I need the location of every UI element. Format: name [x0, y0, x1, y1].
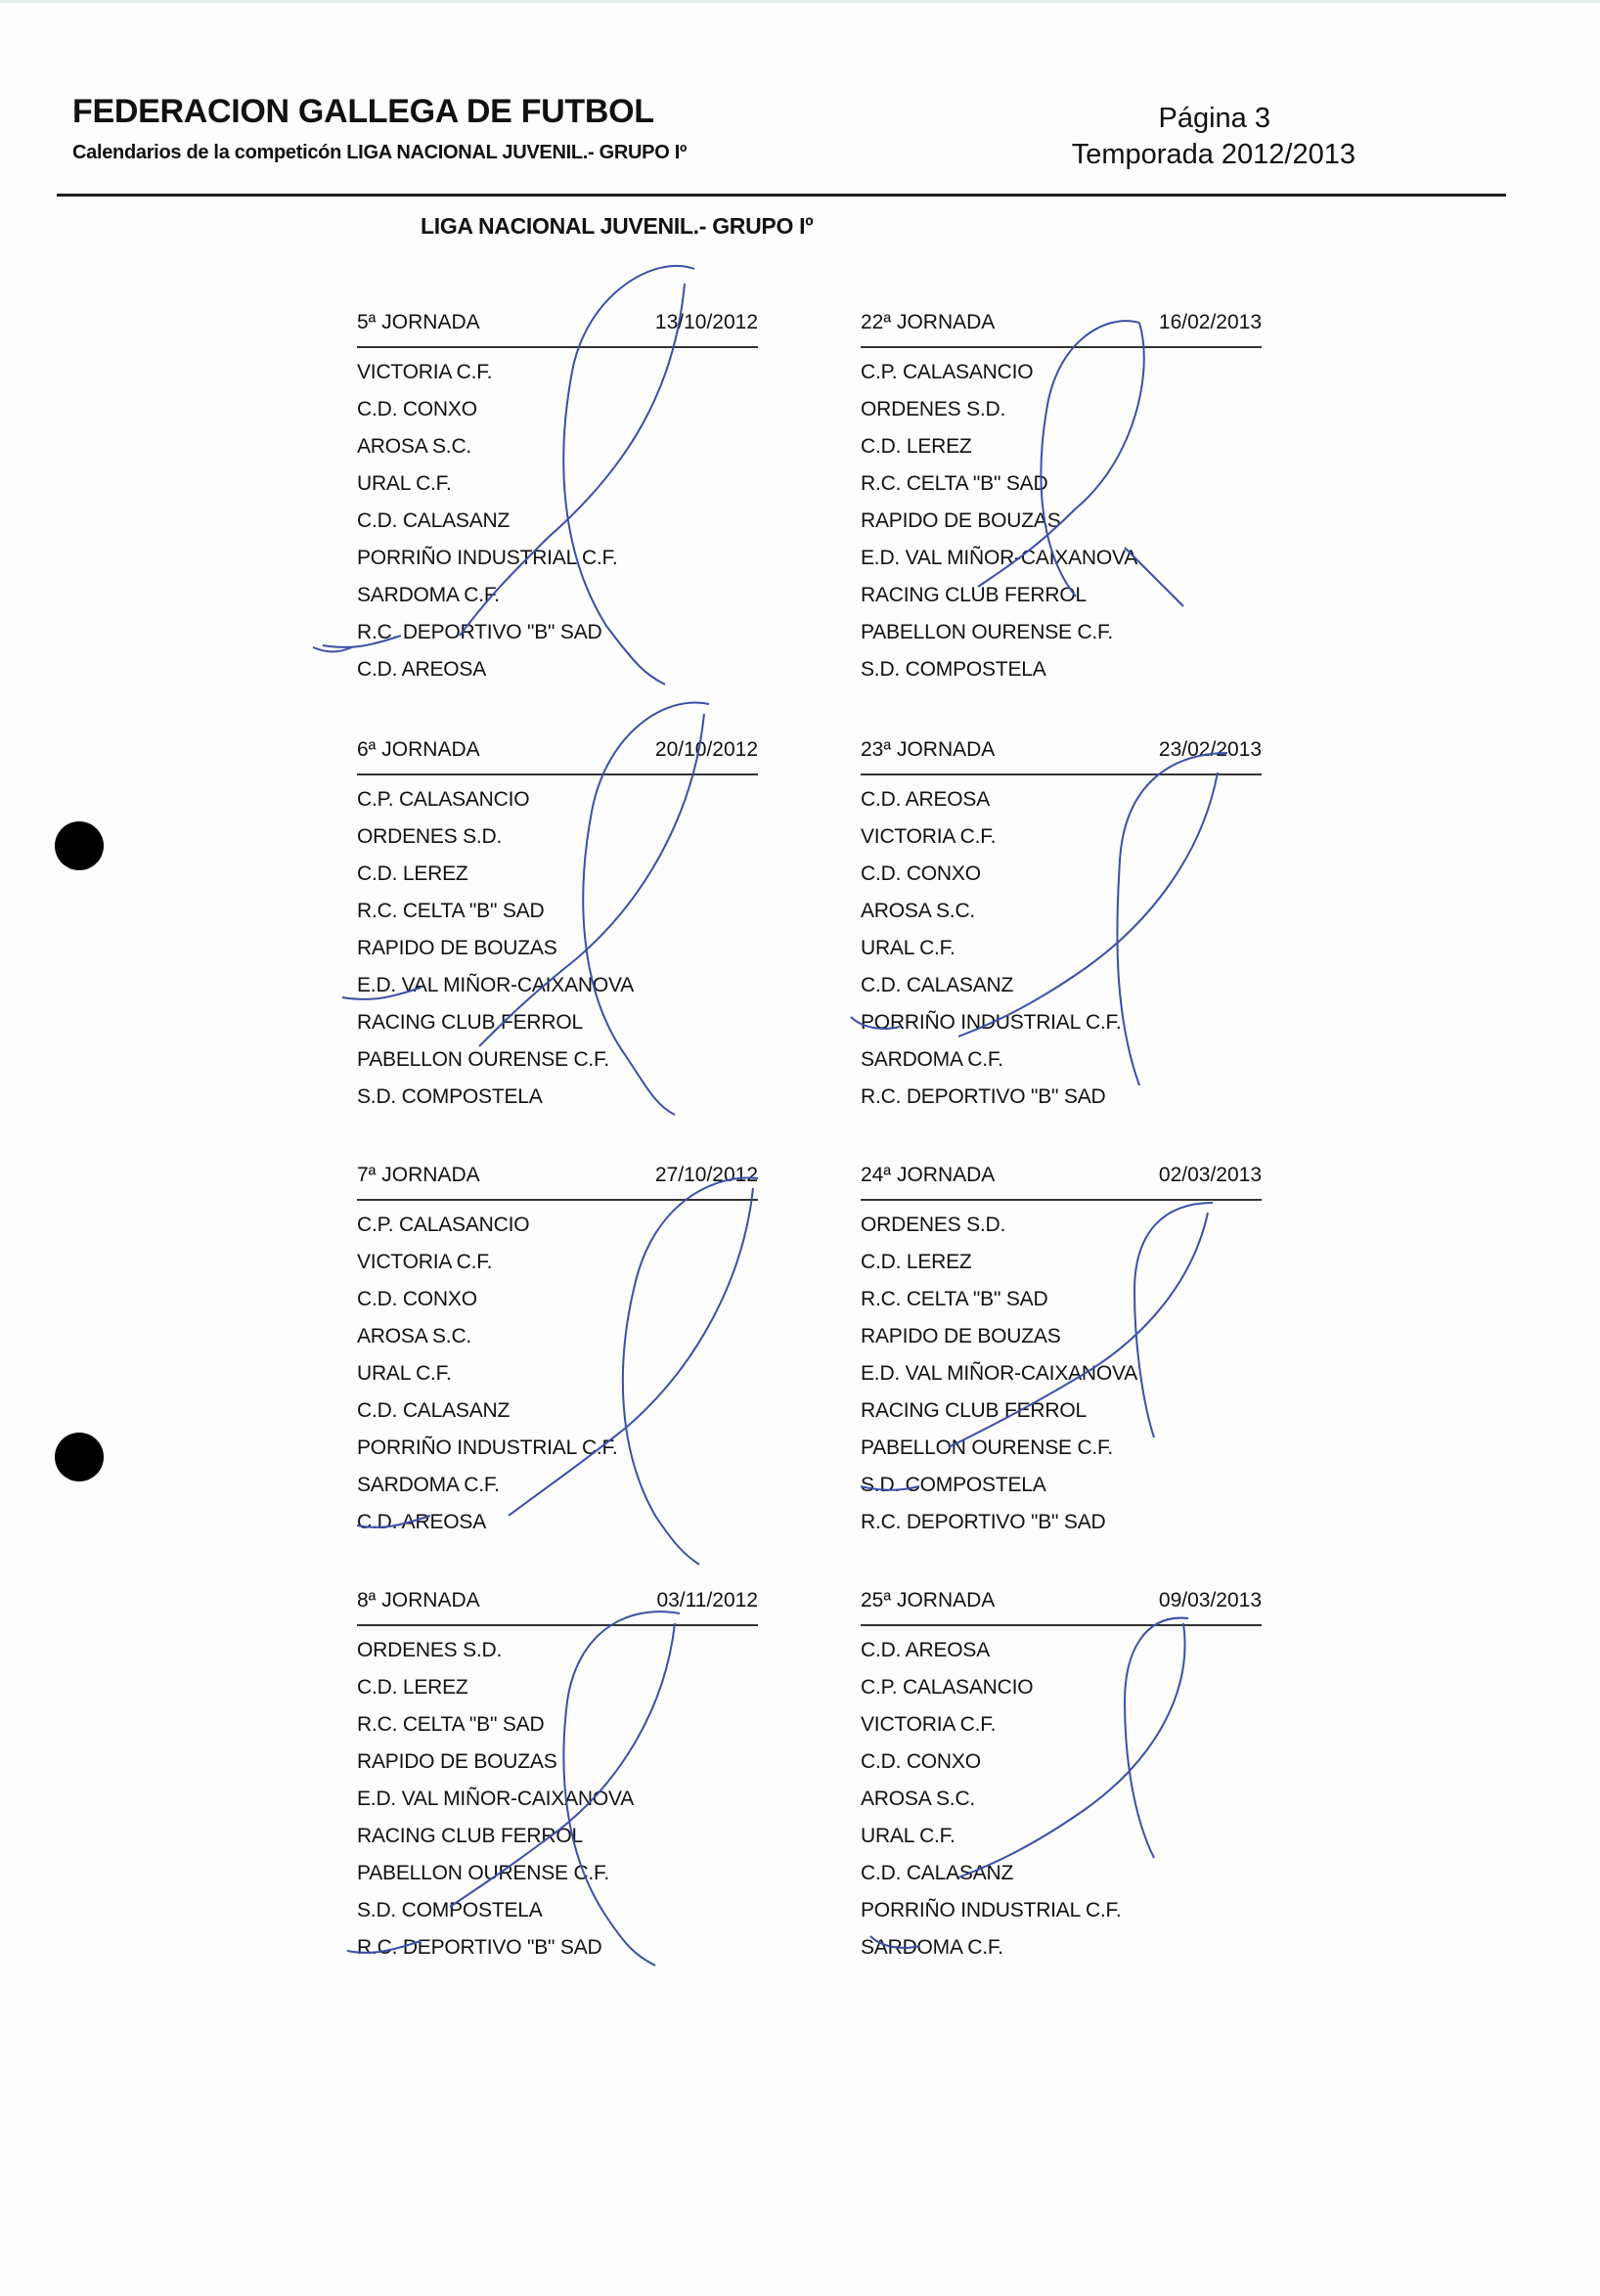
team-entry: PABELLON OURENSE C.F.	[861, 1436, 1113, 1459]
header-divider	[57, 194, 1506, 197]
team-entry: C.P. CALASANCIO	[357, 788, 530, 811]
team-entry: PORRIÑO INDUSTRIAL C.F.	[357, 1436, 618, 1459]
team-entry: E.D. VAL MIÑOR-CAIXANOVA	[861, 547, 1138, 569]
team-entry: E.D. VAL MIÑOR-CAIXANOVA	[861, 1362, 1138, 1385]
team-entry: C.D. CALASANZ	[861, 1862, 1014, 1884]
team-entry: C.D. CALASANZ	[357, 509, 511, 532]
round-divider	[861, 346, 1262, 348]
round-date: 20/10/2012	[654, 738, 758, 761]
team-entry: RACING CLUB FERROL	[357, 1011, 583, 1034]
team-entry: R.C. DEPORTIVO "B" SAD	[357, 1936, 602, 1959]
season-label: Temporada 2012/2013	[1071, 139, 1356, 170]
team-entry: C.D. CALASANZ	[357, 1399, 511, 1422]
team-entry: SARDOMA C.F.	[357, 584, 500, 606]
team-entry: RACING CLUB FERROL	[357, 1825, 583, 1847]
team-entry: AROSA S.C.	[357, 435, 472, 458]
team-entry: RAPIDO DE BOUZAS	[861, 1325, 1061, 1347]
round-name: 25ª JORNADA	[861, 1589, 996, 1612]
signature-stroke	[313, 647, 352, 652]
round-date: 23/02/2013	[1158, 738, 1262, 761]
team-entry: URAL C.F.	[861, 937, 956, 959]
team-entry: R.C. CELTA "B" SAD	[861, 472, 1048, 495]
team-entry: R.C. DEPORTIVO "B" SAD	[357, 621, 602, 643]
team-entry: PORRIÑO INDUSTRIAL C.F.	[861, 1011, 1122, 1034]
team-entry: C.D. CONXO	[861, 1750, 981, 1773]
team-entry: C.D. AREOSA	[357, 658, 487, 681]
document-header	[72, 93, 1510, 181]
round-header	[357, 1164, 758, 1193]
team-entry: C.D. LEREZ	[357, 862, 468, 885]
team-entry: URAL C.F.	[357, 472, 452, 495]
team-entry: URAL C.F.	[357, 1362, 452, 1385]
team-entry: S.D. COMPOSTELA	[861, 1474, 1046, 1496]
team-entry: C.D. CALASANZ	[861, 974, 1014, 996]
round-date: 27/10/2012	[654, 1164, 758, 1186]
team-entry: SARDOMA C.F.	[861, 1936, 1003, 1959]
round-date: 13/10/2012	[654, 311, 758, 333]
round-header	[861, 738, 1262, 768]
team-entry: R.C. CELTA "B" SAD	[357, 900, 545, 922]
team-entry: PORRIÑO INDUSTRIAL C.F.	[357, 547, 618, 569]
team-entry: C.D. AREOSA	[861, 788, 991, 811]
team-entry: C.P. CALASANCIO	[861, 361, 1034, 383]
round-divider	[357, 346, 758, 348]
team-entry: PABELLON OURENSE C.F.	[861, 621, 1113, 643]
team-entry: ORDENES S.D.	[861, 1214, 1006, 1236]
round-date: 16/02/2013	[1158, 311, 1262, 333]
round-name: 7ª JORNADA	[357, 1164, 480, 1186]
team-entry: VICTORIA C.F.	[357, 361, 493, 383]
team-entry: URAL C.F.	[861, 1825, 956, 1847]
round-divider	[861, 1199, 1262, 1201]
team-entry: PABELLON OURENSE C.F.	[357, 1862, 609, 1884]
team-entry: AROSA S.C.	[861, 900, 976, 922]
team-entry: C.D. LEREZ	[861, 435, 972, 458]
round-divider	[357, 1624, 758, 1626]
punch-hole	[55, 1433, 104, 1481]
team-entry: C.P. CALASANCIO	[861, 1676, 1034, 1699]
team-entry: RAPIDO DE BOUZAS	[357, 1750, 557, 1773]
team-entry: R.C. DEPORTIVO "B" SAD	[861, 1085, 1106, 1108]
round-block	[357, 311, 758, 688]
round-block	[357, 738, 758, 1116]
team-entry: ORDENES S.D.	[861, 398, 1006, 420]
punch-hole	[55, 821, 104, 870]
team-entry: RACING CLUB FERROL	[861, 1399, 1087, 1422]
team-entry: R.C. DEPORTIVO "B" SAD	[861, 1511, 1106, 1533]
team-entry: C.D. LEREZ	[357, 1676, 468, 1699]
round-date: 09/03/2013	[1158, 1589, 1262, 1612]
round-name: 8ª JORNADA	[357, 1589, 480, 1612]
round-name: 24ª JORNADA	[861, 1164, 996, 1186]
team-entry: AROSA S.C.	[357, 1325, 472, 1347]
team-entry: C.D. CONXO	[861, 862, 981, 885]
round-divider	[861, 773, 1262, 775]
team-entry: C.D. AREOSA	[357, 1511, 487, 1533]
team-entry: VICTORIA C.F.	[861, 825, 997, 848]
round-block	[861, 738, 1262, 1116]
round-header	[357, 1589, 758, 1618]
round-block	[357, 1589, 758, 1966]
team-entry: C.D. CONXO	[357, 398, 477, 420]
team-entry: S.D. COMPOSTELA	[357, 1085, 543, 1108]
round-date: 02/03/2013	[1158, 1164, 1262, 1186]
calendar-subtitle: Calendarios de la competicón LIGA NACIONAL JUVENIL.- GRUPO Iº	[72, 142, 687, 163]
team-entry: PORRIÑO INDUSTRIAL C.F.	[861, 1899, 1122, 1921]
team-entry: E.D. VAL MIÑOR-CAIXANOVA	[357, 1788, 635, 1810]
round-name: 6ª JORNADA	[357, 738, 480, 761]
team-entry: RAPIDO DE BOUZAS	[861, 509, 1061, 532]
round-block	[357, 1164, 758, 1541]
page-top-edge	[0, 0, 1600, 3]
team-entry: RAPIDO DE BOUZAS	[357, 937, 557, 959]
team-entry: C.D. CONXO	[357, 1288, 477, 1310]
team-entry: C.P. CALASANCIO	[357, 1214, 530, 1236]
team-entry: AROSA S.C.	[861, 1788, 976, 1810]
round-header	[861, 1164, 1262, 1193]
team-entry: SARDOMA C.F.	[861, 1048, 1003, 1071]
round-block	[861, 311, 1262, 688]
team-entry: R.C. CELTA "B" SAD	[357, 1713, 545, 1736]
team-entry: ORDENES S.D.	[357, 825, 503, 848]
round-header	[357, 311, 758, 340]
page-number: Página 3	[1158, 103, 1270, 134]
team-entry: C.D. LEREZ	[861, 1251, 972, 1273]
team-entry: VICTORIA C.F.	[861, 1713, 997, 1736]
round-block	[861, 1164, 1262, 1541]
round-block	[861, 1589, 1262, 1966]
round-name: 22ª JORNADA	[861, 311, 996, 333]
team-entry: VICTORIA C.F.	[357, 1251, 493, 1273]
team-entry: ORDENES S.D.	[357, 1639, 503, 1661]
round-name: 5ª JORNADA	[357, 311, 480, 333]
round-divider	[357, 1199, 758, 1201]
team-entry: RACING CLUB FERROL	[861, 584, 1087, 606]
team-entry: S.D. COMPOSTELA	[861, 658, 1046, 681]
team-entry: SARDOMA C.F.	[357, 1474, 500, 1496]
team-entry: PABELLON OURENSE C.F.	[357, 1048, 609, 1071]
team-entry: C.D. AREOSA	[861, 1639, 991, 1661]
round-name: 23ª JORNADA	[861, 738, 996, 761]
round-divider	[357, 773, 758, 775]
team-entry: E.D. VAL MIÑOR-CAIXANOVA	[357, 974, 635, 996]
team-entry: R.C. CELTA "B" SAD	[861, 1288, 1048, 1310]
round-divider	[861, 1624, 1262, 1626]
round-header	[357, 738, 758, 768]
org-title: FEDERACION GALLEGA DE FUTBOL	[72, 93, 654, 130]
competition-title: LIGA NACIONAL JUVENIL.- GRUPO Iº	[421, 213, 814, 239]
round-header	[861, 311, 1262, 340]
round-date: 03/11/2012	[656, 1589, 758, 1612]
round-header	[861, 1589, 1262, 1618]
team-entry: S.D. COMPOSTELA	[357, 1899, 543, 1921]
